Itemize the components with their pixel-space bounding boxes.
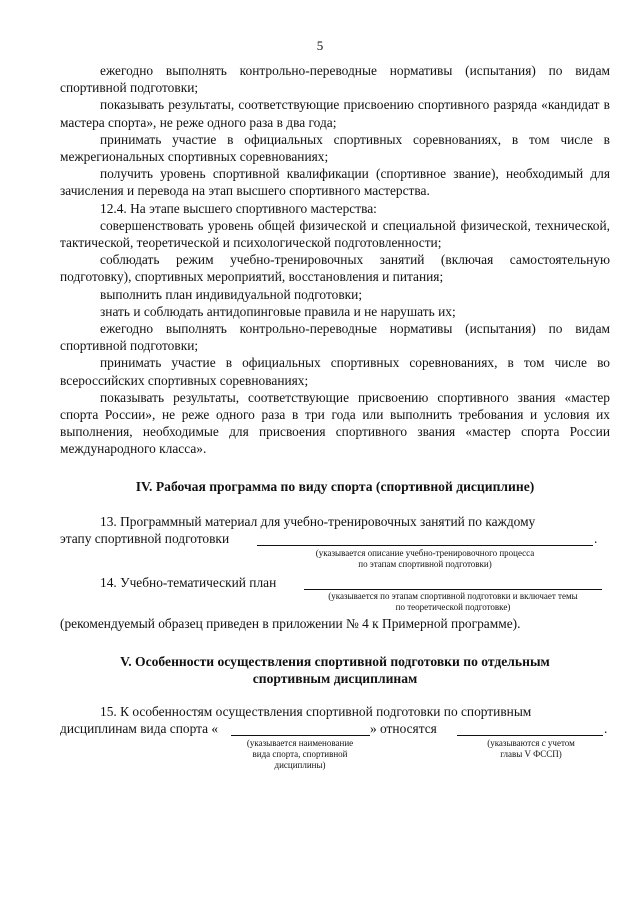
paragraph: выполнить план индивидуальной подготовки; bbox=[100, 286, 363, 302]
p14-tail: (рекомендуемый образец приведен в приложении № 4 к Примерной программе). bbox=[60, 616, 521, 631]
p15-note-left-line3: дисциплины) bbox=[274, 760, 326, 770]
p14-text: 14. Учебно-тематический план bbox=[100, 575, 277, 590]
p15-note-left-line1: (указывается наименование bbox=[246, 738, 354, 748]
paragraph: ежегодно выполнять контрольно-переводные нормативы (испытания) по видам спортивной подготовки; bbox=[60, 63, 610, 96]
p13-line1: 13. Программный материал для учебно-тренировочных занятий по каждому bbox=[100, 514, 536, 529]
p14-note-line1: (указывается по этапам спортивной подготовки и включает темы bbox=[328, 591, 578, 601]
p15-features-blank-line bbox=[457, 735, 603, 736]
paragraph: показывать результаты, соответствующие присвоению спортивного разряда «кандидат в мастера спорта», не реже одного раза в два года; bbox=[60, 97, 610, 130]
paragraph: получить уровень спортивной квалификации (спортивное звание), необходимый для зачисления и перевода на этап высшего спортивного мастерства. bbox=[60, 166, 610, 199]
p13-note-line2: по этапам спортивной подготовки) bbox=[358, 559, 492, 569]
section-5-heading-line2: спортивным дисциплинам bbox=[252, 671, 418, 686]
section-5-heading-line1: V. Особенности осуществления спортивной подготовки по отдельным bbox=[120, 654, 550, 669]
page-number: 5 bbox=[316, 38, 324, 53]
p15-line2-middle: » относятся bbox=[370, 721, 437, 736]
p15-note-left-line2: вида спорта, спортивной bbox=[252, 749, 348, 759]
paragraph: принимать участие в официальных спортивных соревнованиях, в том числе в межрегиональных спортивных соревнованиях; bbox=[60, 131, 610, 165]
p13-end: . bbox=[594, 531, 598, 546]
paragraph: соблюдать режим учебно-тренировочных занятий (включая самостоятельную подготовку), спортивных мероприятий, восстановления и питания; bbox=[60, 252, 610, 285]
p15-line2-start: дисциплинам вида спорта « bbox=[60, 721, 219, 736]
p15-note-right-line2: главы V ФССП) bbox=[500, 749, 562, 759]
section-4-heading: IV. Рабочая программа по виду спорта (спортивной дисциплине) bbox=[135, 479, 535, 494]
body-text bbox=[60, 62, 610, 458]
paragraph: совершенствовать уровень общей физической и специальной физической, технической, тактической, теоретической и психологической подготовленности; bbox=[60, 217, 610, 251]
p14-note-line2: по теоретической подготовке) bbox=[395, 602, 511, 612]
paragraph: ежегодно выполнять контрольно-переводные нормативы (испытания) по видам спортивной подготовки; bbox=[60, 321, 610, 354]
p15-sport-blank-line bbox=[231, 735, 370, 736]
paragraph: знать и соблюдать антидопинговые правила и не нарушать их; bbox=[100, 303, 456, 319]
p15-note-right-line1: (указываются с учетом bbox=[487, 738, 575, 748]
paragraph: показывать результаты, соответствующие присвоению спортивного звания «мастер спорта России», не реже одного раза в три года или выполнить требования и условия их выполнения, необходимые для присвоения спортивного звания «мастер спорта России международного класса». bbox=[60, 389, 610, 457]
p13-line2: этапу спортивной подготовки bbox=[60, 531, 230, 546]
p15-line1: 15. К особенностям осуществления спортивной подготовки по спортивным bbox=[100, 704, 532, 719]
paragraph: принимать участие в официальных спортивных соревнованиях, в том числе во всероссийских спортивных соревнованиях; bbox=[60, 355, 610, 388]
p13-blank-line bbox=[257, 545, 593, 546]
p14-blank-line bbox=[304, 589, 602, 590]
p15-end: . bbox=[604, 721, 608, 736]
paragraph-heading-12-4: 12.4. На этапе высшего спортивного мастерства: bbox=[100, 200, 377, 216]
p13-note-line1: (указывается описание учебно-тренировочного процесса bbox=[315, 548, 535, 558]
